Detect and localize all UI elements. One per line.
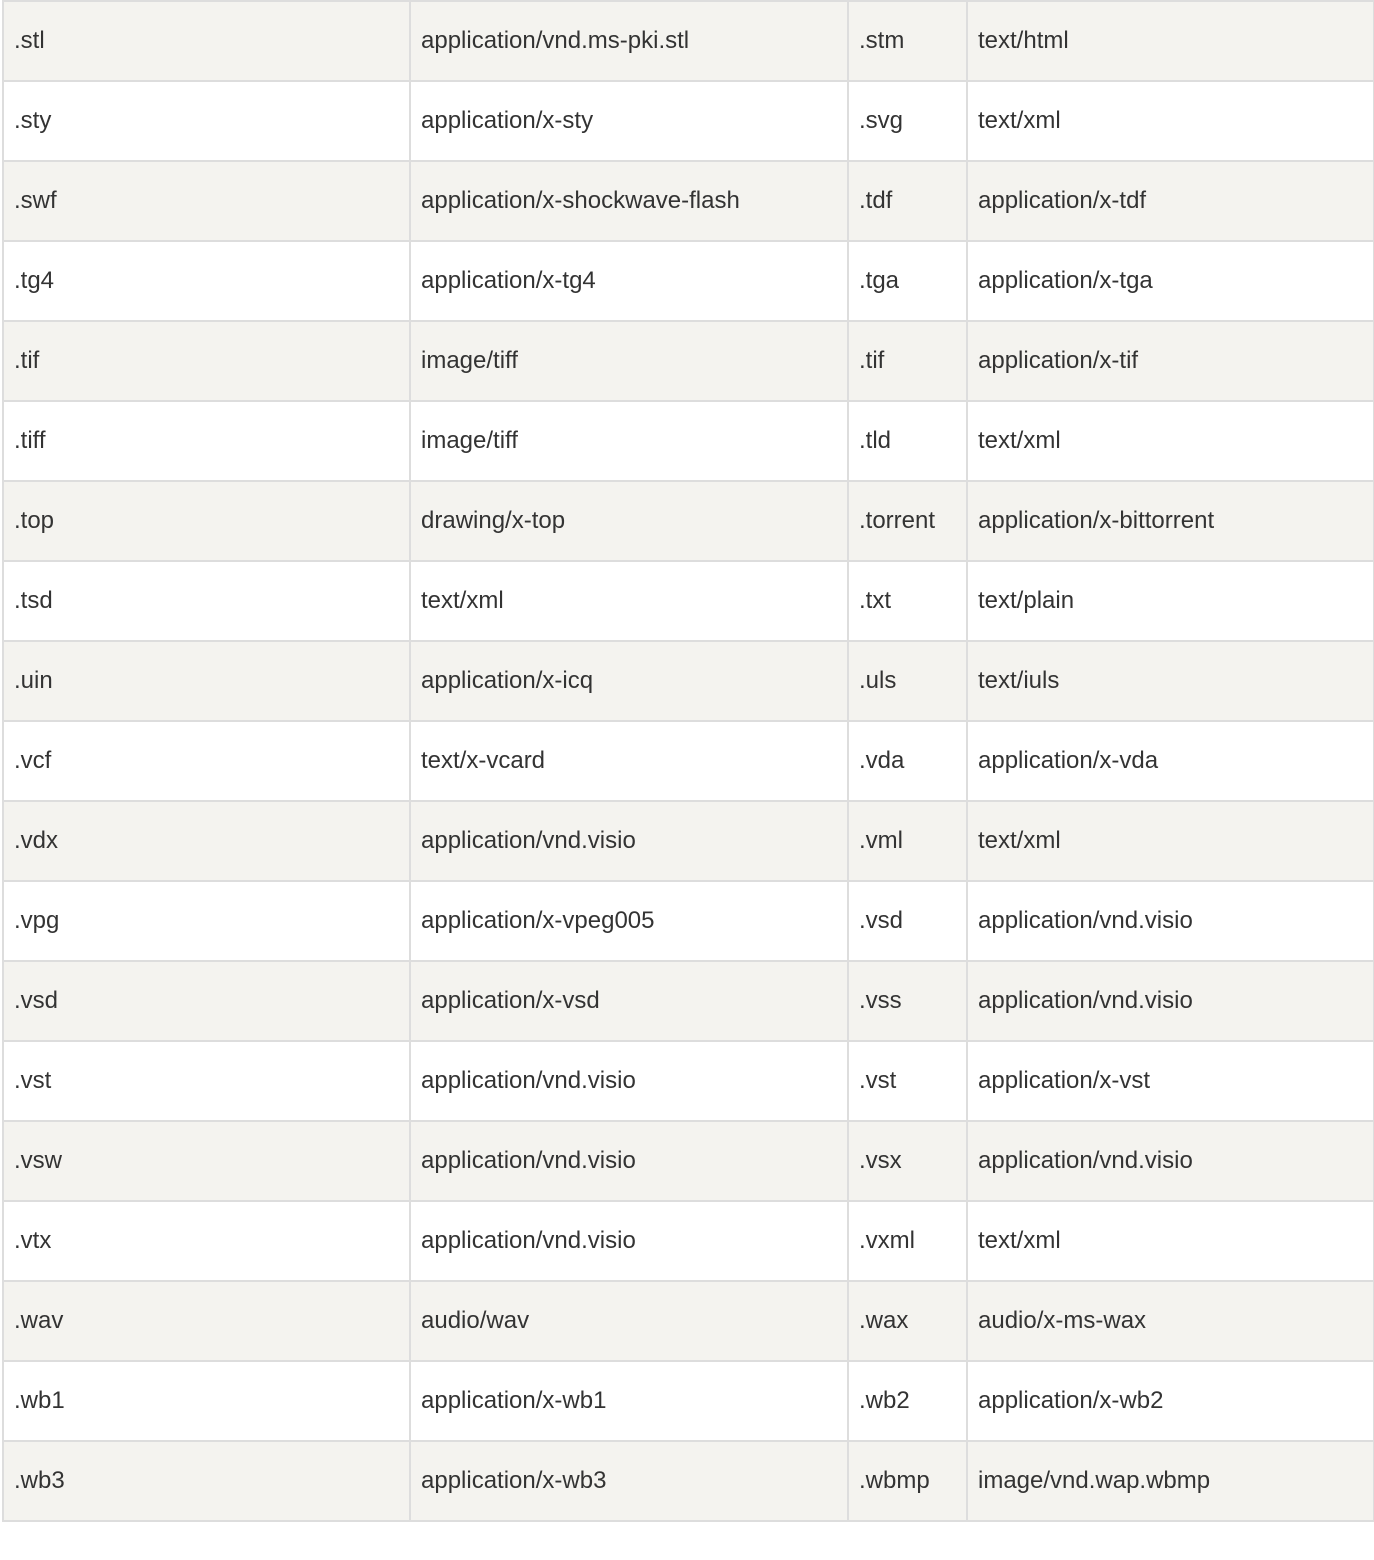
mime-type-cell: image/tiff: [410, 321, 848, 401]
mime-type-cell: text/xml: [967, 401, 1374, 481]
mime-type-cell: application/x-sty: [410, 81, 848, 161]
extension-cell: .tg4: [3, 241, 410, 321]
extension-cell: .wb3: [3, 1441, 410, 1521]
extension-cell: .tiff: [3, 401, 410, 481]
table-row: [3, 321, 1374, 401]
extension-cell: .tif: [848, 321, 967, 401]
mime-type-cell: text/xml: [967, 81, 1374, 161]
table-row: [3, 641, 1374, 721]
extension-cell: .wav: [3, 1281, 410, 1361]
extension-cell: .vml: [848, 801, 967, 881]
extension-cell: .vtx: [3, 1201, 410, 1281]
mime-type-cell: application/vnd.visio: [410, 1201, 848, 1281]
extension-cell: .uin: [3, 641, 410, 721]
mime-type-cell: audio/wav: [410, 1281, 848, 1361]
mime-type-cell: application/x-wb3: [410, 1441, 848, 1521]
extension-cell: .sty: [3, 81, 410, 161]
extension-cell: .vsd: [848, 881, 967, 961]
mime-type-cell: application/x-vpeg005: [410, 881, 848, 961]
mime-type-cell: application/x-bittorrent: [967, 481, 1374, 561]
mime-type-cell: application/x-vst: [967, 1041, 1374, 1121]
mime-type-cell: text/xml: [410, 561, 848, 641]
extension-cell: .torrent: [848, 481, 967, 561]
mime-type-cell: text/iuls: [967, 641, 1374, 721]
mime-type-cell: application/vnd.visio: [967, 881, 1374, 961]
table-row: [3, 801, 1374, 881]
mime-type-cell: application/vnd.visio: [410, 801, 848, 881]
table-row: [3, 81, 1374, 161]
mime-type-cell: application/x-wb2: [967, 1361, 1374, 1441]
mime-type-cell: image/vnd.wap.wbmp: [967, 1441, 1374, 1521]
extension-cell: .wb1: [3, 1361, 410, 1441]
table-row: [3, 881, 1374, 961]
extension-cell: .vsw: [3, 1121, 410, 1201]
extension-cell: .vsd: [3, 961, 410, 1041]
extension-cell: .stl: [3, 1, 410, 81]
mime-type-cell: application/x-wb1: [410, 1361, 848, 1441]
extension-cell: .vss: [848, 961, 967, 1041]
table-row: [3, 1441, 1374, 1521]
table-row: [3, 1041, 1374, 1121]
table-row: [3, 1121, 1374, 1201]
mime-type-cell: application/x-tg4: [410, 241, 848, 321]
mime-type-cell: text/x-vcard: [410, 721, 848, 801]
table-row: [3, 481, 1374, 561]
mime-type-cell: text/html: [967, 1, 1374, 81]
mime-type-cell: application/vnd.visio: [967, 961, 1374, 1041]
extension-cell: .vxml: [848, 1201, 967, 1281]
extension-cell: .swf: [3, 161, 410, 241]
extension-cell: .vcf: [3, 721, 410, 801]
mime-type-cell: application/x-icq: [410, 641, 848, 721]
table-row: [3, 241, 1374, 321]
extension-cell: .wbmp: [848, 1441, 967, 1521]
extension-cell: .txt: [848, 561, 967, 641]
mime-type-table: [2, 0, 1374, 1522]
extension-cell: .vda: [848, 721, 967, 801]
extension-cell: .wax: [848, 1281, 967, 1361]
mime-type-cell: drawing/x-top: [410, 481, 848, 561]
mime-type-cell: text/xml: [967, 1201, 1374, 1281]
mime-type-cell: application/x-vda: [967, 721, 1374, 801]
mime-type-cell: application/vnd.visio: [410, 1041, 848, 1121]
extension-cell: .tsd: [3, 561, 410, 641]
extension-cell: .vpg: [3, 881, 410, 961]
extension-cell: .tga: [848, 241, 967, 321]
table-row: [3, 561, 1374, 641]
table-row: [3, 161, 1374, 241]
mime-type-cell: text/plain: [967, 561, 1374, 641]
mime-type-cell: application/x-shockwave-flash: [410, 161, 848, 241]
extension-cell: .stm: [848, 1, 967, 81]
extension-cell: .tif: [3, 321, 410, 401]
table-row: [3, 1201, 1374, 1281]
mime-type-cell: application/x-vsd: [410, 961, 848, 1041]
extension-cell: .top: [3, 481, 410, 561]
table-row: [3, 1361, 1374, 1441]
mime-type-cell: application/x-tdf: [967, 161, 1374, 241]
table-row: [3, 1, 1374, 81]
extension-cell: .tld: [848, 401, 967, 481]
table-row: [3, 1281, 1374, 1361]
table-row: [3, 401, 1374, 481]
mime-type-cell: image/tiff: [410, 401, 848, 481]
extension-cell: .uls: [848, 641, 967, 721]
table-row: [3, 721, 1374, 801]
mime-type-cell: application/x-tif: [967, 321, 1374, 401]
table-row: [3, 961, 1374, 1041]
extension-cell: .tdf: [848, 161, 967, 241]
extension-cell: .vst: [3, 1041, 410, 1121]
extension-cell: .vdx: [3, 801, 410, 881]
mime-type-cell: application/vnd.ms-pki.stl: [410, 1, 848, 81]
mime-type-cell: application/x-tga: [967, 241, 1374, 321]
extension-cell: .svg: [848, 81, 967, 161]
mime-type-cell: audio/x-ms-wax: [967, 1281, 1374, 1361]
extension-cell: .vst: [848, 1041, 967, 1121]
extension-cell: .wb2: [848, 1361, 967, 1441]
mime-type-cell: application/vnd.visio: [967, 1121, 1374, 1201]
mime-type-cell: application/vnd.visio: [410, 1121, 848, 1201]
mime-type-cell: text/xml: [967, 801, 1374, 881]
extension-cell: .vsx: [848, 1121, 967, 1201]
mime-table-body: [3, 1, 1374, 1521]
